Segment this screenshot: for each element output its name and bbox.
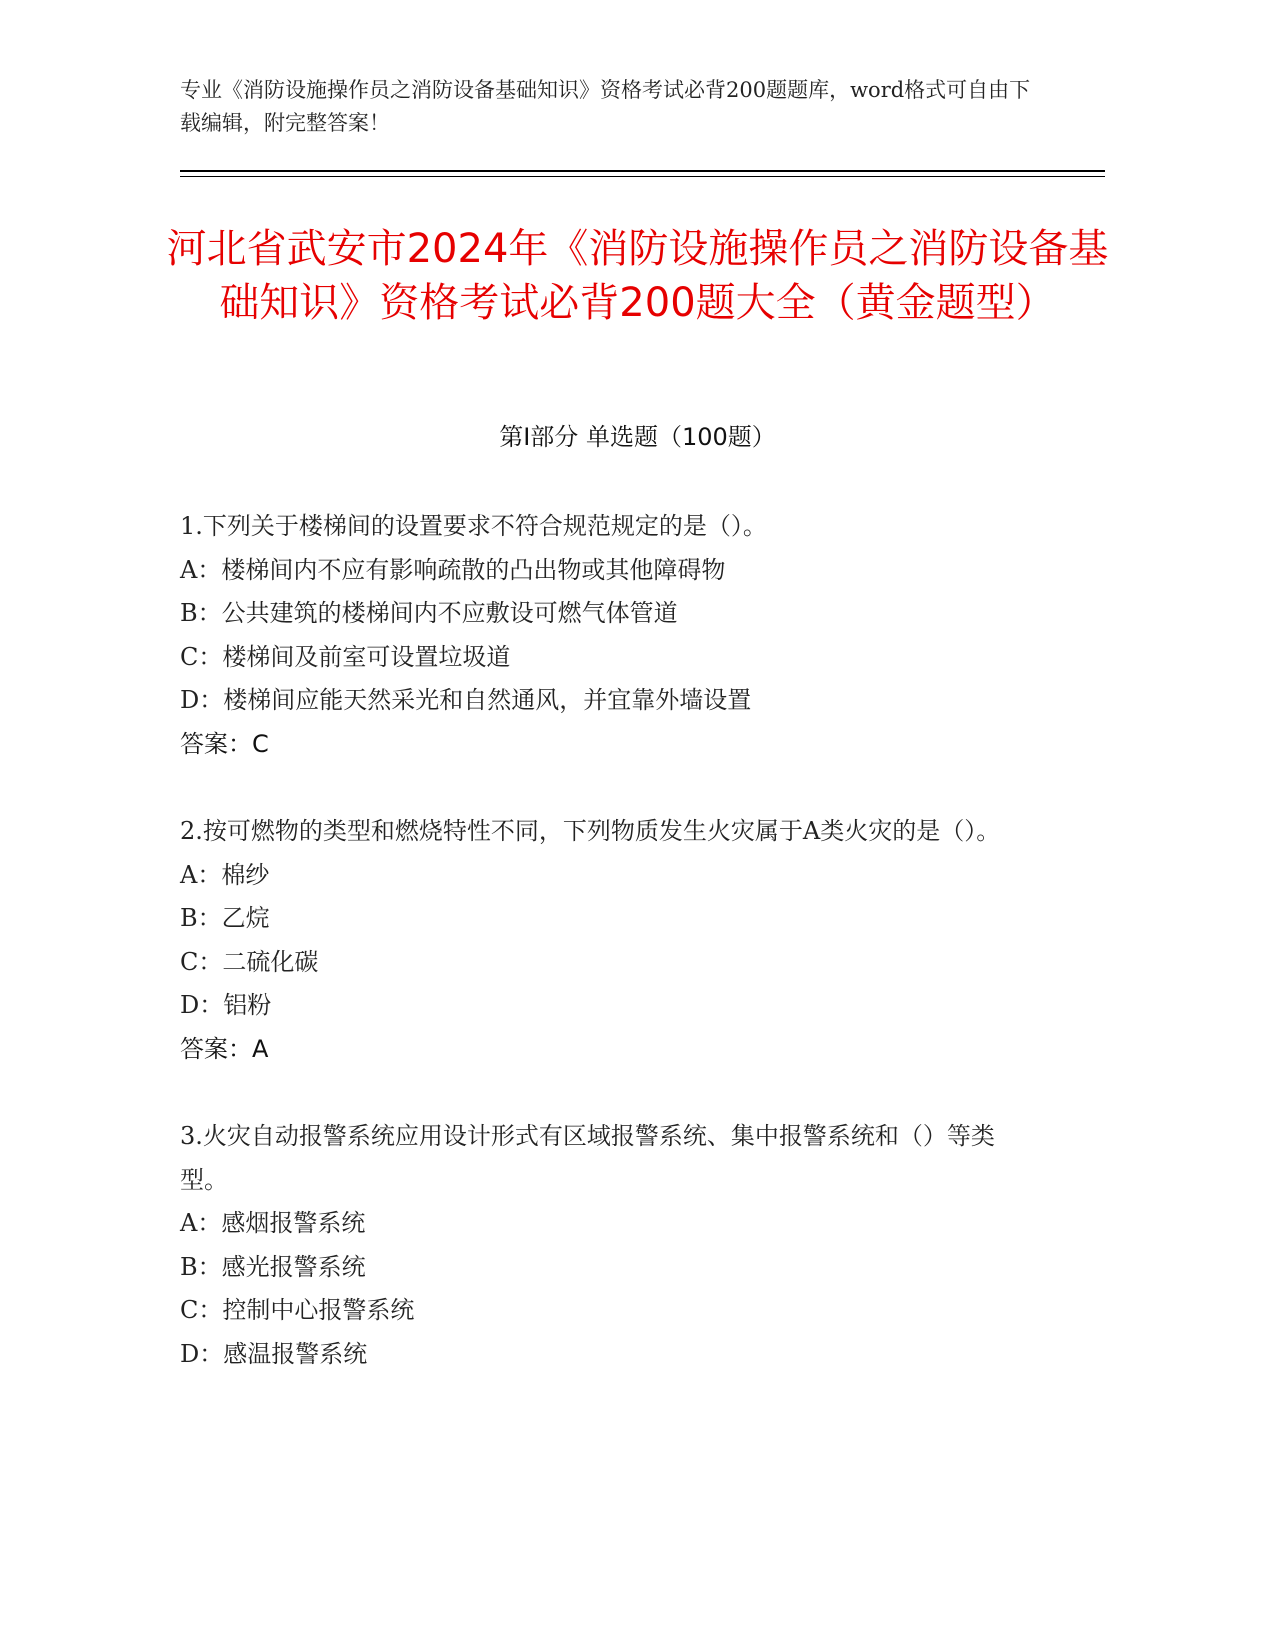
header-note: 专业《消防设施操作员之消防设备基础知识》资格考试必背200题题库，word格式可自由下载编辑，附完整答案！ bbox=[180, 78, 1031, 135]
option-d: D：楼梯间应能天然采光和自然通风，并宜靠外墙设置 bbox=[180, 686, 752, 714]
option-c: C：二硫化碳 bbox=[180, 947, 319, 976]
option-a: A：感烟报警系统 bbox=[180, 1209, 366, 1237]
answer: 答案：C bbox=[180, 729, 269, 758]
option-c: C：楼梯间及前室可设置垃圾道 bbox=[180, 642, 511, 671]
question-2 bbox=[180, 810, 1020, 1071]
question-list bbox=[180, 505, 1020, 1420]
option-d: D：铝粉 bbox=[180, 991, 272, 1019]
question-stem: 2.按可燃物的类型和燃烧特性不同，下列物质发生火灾属于A类火灾的是（）。 bbox=[180, 817, 1001, 845]
option-b: B：乙烷 bbox=[180, 904, 270, 932]
option-d: D：感温报警系统 bbox=[180, 1339, 368, 1368]
question-3 bbox=[180, 1115, 1020, 1376]
option-a: A：棉纱 bbox=[180, 860, 270, 889]
option-b: B：公共建筑的楼梯间内不应敷设可燃气体管道 bbox=[180, 599, 678, 627]
header-rule-thick bbox=[180, 170, 1105, 172]
section-title: 第I部分 单选题（100题） bbox=[499, 423, 776, 451]
option-c: C：控制中心报警系统 bbox=[180, 1296, 415, 1324]
document-title: 河北省武安市2024年《消防设施操作员之消防设备基础知识》资格考试必背200题大全（黄金题型） bbox=[166, 226, 1109, 326]
option-a: A：楼梯间内不应有影响疏散的凸出物或其他障碍物 bbox=[180, 555, 726, 584]
question-stem: 1.下列关于楼梯间的设置要求不符合规范规定的是（）。 bbox=[180, 512, 767, 540]
option-b: B：感光报警系统 bbox=[180, 1252, 366, 1281]
question-1 bbox=[180, 505, 1020, 766]
header-rule-thin bbox=[180, 176, 1105, 177]
question-stem: 3.火灾自动报警系统应用设计形式有区域报警系统、集中报警系统和（）等类型。 bbox=[180, 1122, 995, 1194]
answer: 答案：A bbox=[180, 1034, 269, 1063]
